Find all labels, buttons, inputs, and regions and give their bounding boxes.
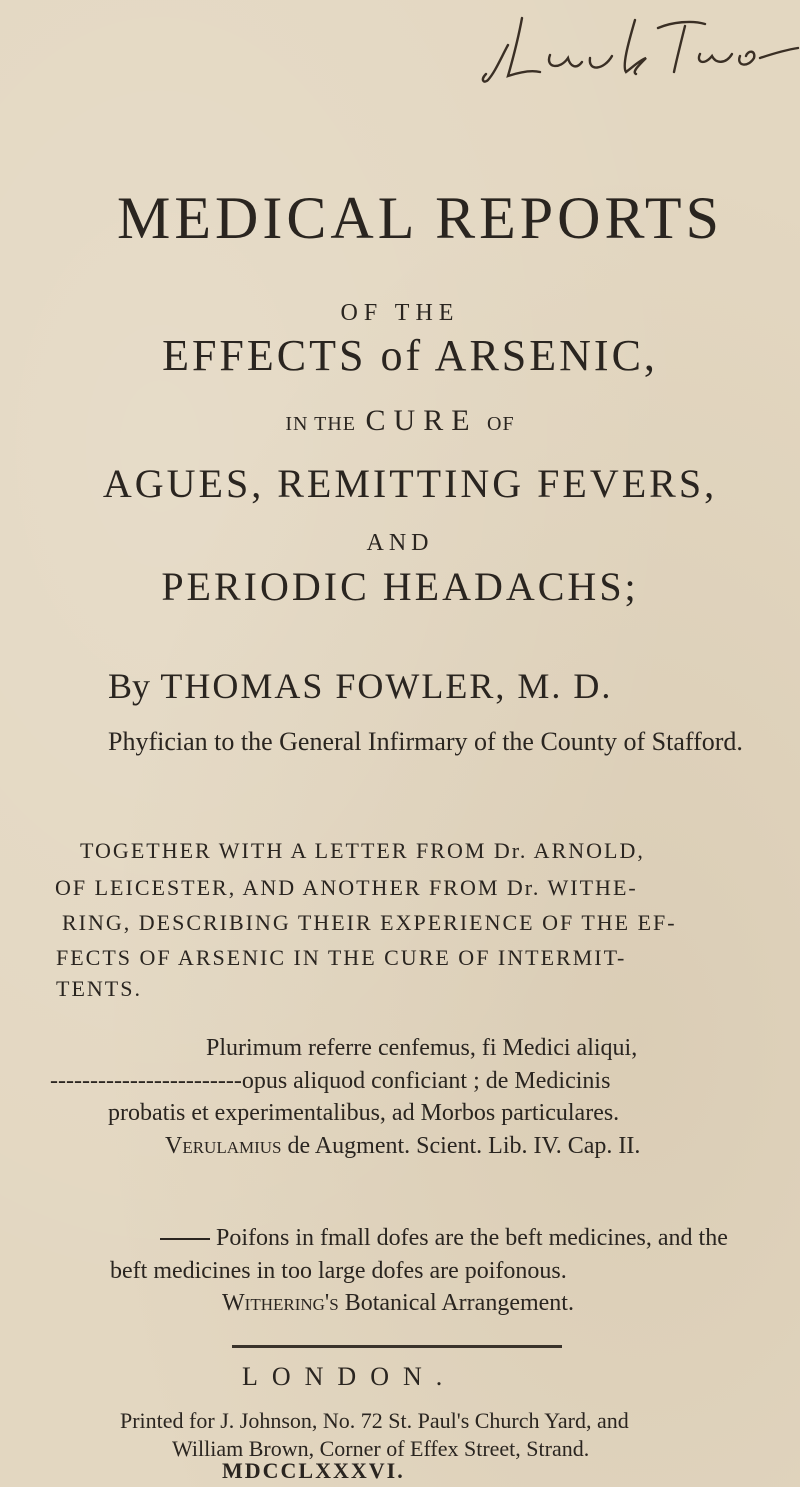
author-line <box>108 665 612 707</box>
title-and: AND <box>366 530 434 556</box>
epigraph-dash <box>160 1238 210 1240</box>
title-medical-reports: MEDICAL REPORTS <box>117 185 723 251</box>
together-line-1: TOGETHER WITH A LETTER FROM Dr. ARNOLD, <box>80 838 645 863</box>
title-agues-remitting-fevers: AGUES, REMITTING FEVERS, <box>102 461 718 506</box>
together-line-3: RING, DESCRIBING THEIR EXPERIENCE OF THE EF- <box>62 910 677 935</box>
latin-epigraph-line-2-text: opus aliquod conficiant ; de Medicinis <box>241 1068 611 1094</box>
together-line-5: TENTS. <box>56 976 142 1001</box>
together-line-4: FECTS OF ARSENIC IN THE CURE OF INTERMIT- <box>56 945 627 970</box>
latin-epigraph-dashes: ------------------------ <box>50 1068 242 1094</box>
latin-epigraph-source: de Augment. Scient. Lib. IV. Cap. II. <box>287 1133 641 1159</box>
handwritten-signature <box>400 0 800 90</box>
title-in-the-cure-of <box>0 404 800 438</box>
author-name: THOMAS FOWLER, M. D. <box>160 666 613 706</box>
author-by: By <box>108 666 151 706</box>
imprint-year: MDCCLXXXVI. <box>222 1458 405 1483</box>
latin-epigraph-author: Verulamius <box>165 1133 282 1159</box>
latin-epigraph-line-1: Plurimum referre cenfemus, fi Medici aliqui, <box>206 1035 638 1061</box>
title-effects-of-arsenic: EFFECTS of ARSENIC, <box>162 331 658 380</box>
english-epigraph-attribution <box>222 1290 574 1317</box>
title-in-the: IN THE <box>285 413 357 435</box>
imprint-city: LONDON. <box>242 1362 457 1391</box>
english-epigraph-line-1-text: Poifons in fmall dofes are the beft medicines, and the <box>216 1225 728 1251</box>
imprint-line-2: William Brown, Corner of Effex Street, Strand. <box>172 1436 590 1461</box>
divider-rule <box>232 1345 562 1348</box>
title-of: OF <box>487 413 515 435</box>
english-epigraph-author: Withering's <box>222 1290 339 1316</box>
title-cure: CURE <box>365 404 478 437</box>
title-periodic-headachs: PERIODIC HEADACHS; <box>161 564 639 609</box>
latin-epigraph-line-3: probatis et experimentalibus, ad Morbos particulares. <box>108 1100 620 1126</box>
latin-epigraph-line-2 <box>50 1068 610 1095</box>
latin-epigraph-attribution <box>165 1133 640 1160</box>
together-line-2: OF LEICESTER, AND ANOTHER FROM Dr. WITHE- <box>55 875 638 900</box>
english-epigraph-line-2: beft medicines in too large dofes are poifonous. <box>110 1258 567 1284</box>
title-of-the: OF THE <box>340 300 460 326</box>
english-epigraph-source: Botanical Arrangement. <box>344 1290 574 1316</box>
author-position: Phyfician to the General Infirmary of the County of Stafford. <box>108 727 743 756</box>
english-epigraph-line-1 <box>160 1225 728 1252</box>
imprint-line-1: Printed for J. Johnson, No. 72 St. Paul's Church Yard, and <box>120 1408 629 1433</box>
